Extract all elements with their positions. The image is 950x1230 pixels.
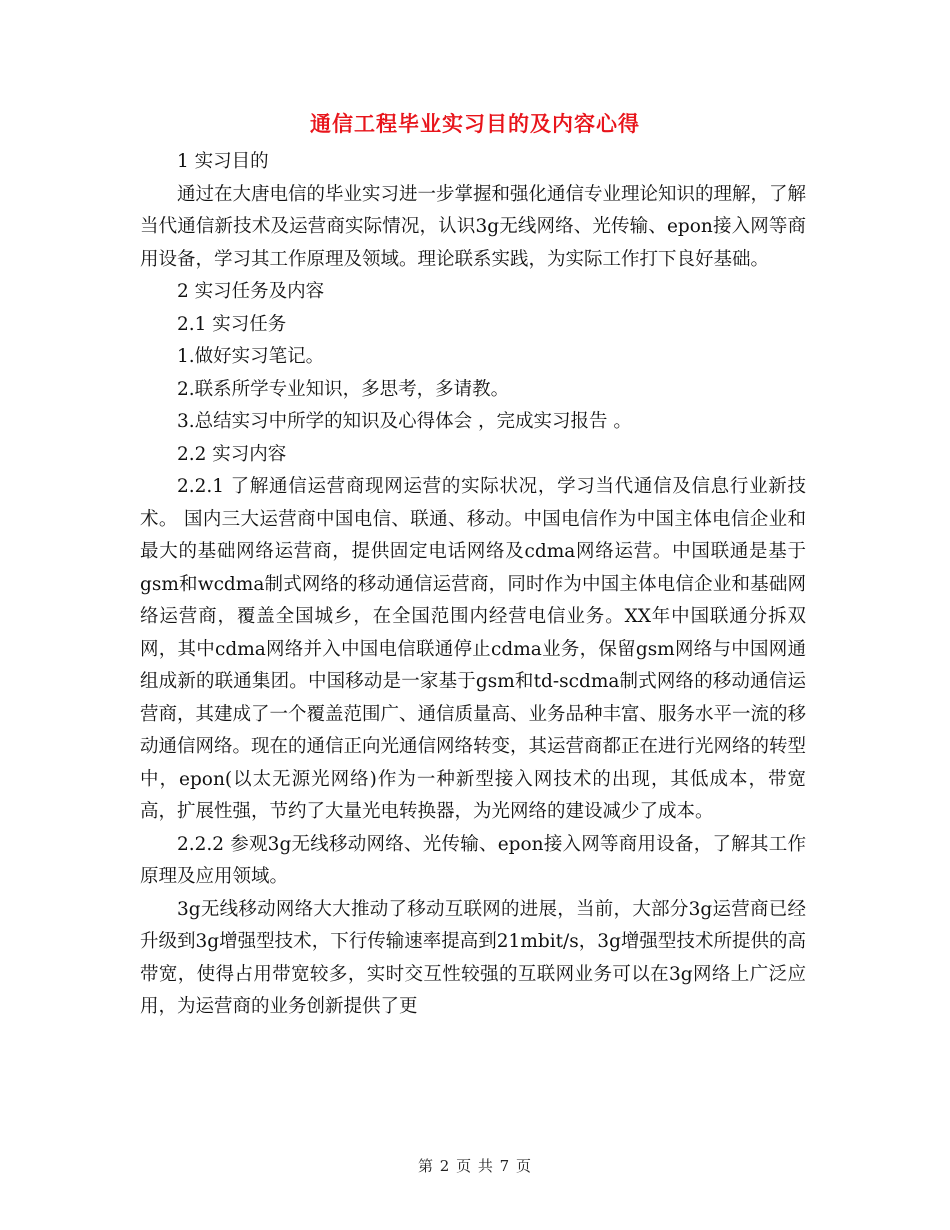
paragraph-2-2-1: 2.2.1 了解通信运营商现网运营的实际状况，学习当代通信及信息行业新技术。 国内三大运营商中国电信、联通、移动。中国电信作为中国主体电信企业和最大的基础网络运营商，提供固定电话网络及cdma网络运营。中国联通是基于gsm和wcdma制式网络的移动通信运营商，同时作为中国主体电信企业和基础网络运营商，覆盖全国城乡，在全国范围内经营电信业务。XX年中国联通分拆双网，其中cdma网络并入中国电信联通停止cdma业务，保留gsm网络与中国网通组成新的联通集团。中国移动是一家基于gsm和td-scdma制式网络的移动通信运营商，其建成了一个覆盖范围广、通信质量高、业务品种丰富、服务水平一流的移动通信网络。现在的通信正向光通信网络转变，其运营商都正在进行光网络的转型中，epon(以太无源光网络)作为一种新型接入网技术的出现，其低成本，带宽高，扩展性强，节约了大量光电转换器，为光网络的建设减少了成本。 <box>140 476 807 822</box>
list-item: 2.联系所学专业知识，多思考，多请教。 <box>177 378 510 400</box>
heading-2: 2 实习任务及内容 <box>177 281 325 302</box>
list-item: 3.总结实习中所学的知识及心得体会 ，完成实习报告 。 <box>177 411 632 432</box>
page-footer: 第 2 页 共 7 页 <box>418 1157 532 1175</box>
heading-1: 1 实习目的 <box>177 151 269 172</box>
paragraph-purpose: 通过在大唐电信的毕业实习进一步掌握和强化通信专业理论知识的理解，了解当代通信新技术及运营商实际情况，认识3g无线网络、光传输、epon接入网等商用设备，学习其工作原理及领域。理论联系实践，为实际工作打下良好基础。 <box>140 183 807 270</box>
list-item: 1.做好实习笔记。 <box>177 346 325 367</box>
paragraph-2-2-2: 2.2.2 参观3g无线移动网络、光传输、epon接入网等商用设备，了解其工作原理及应用领域。 <box>140 833 806 887</box>
paragraph-3g: 3g无线移动网络大大推动了移动互联网的进展，当前，大部分3g运营商已经升级到3g增强型技术，下行传输速率提高到21mbit/s，3g增强型技术所提供的高带宽，使得占用带宽较多，实时交互性较强的互联网业务可以在3g网络上广泛应用，为运营商的业务创新提供了更 <box>140 898 806 1017</box>
document-body <box>140 146 806 1024</box>
document-title: 通信工程毕业实习目的及内容心得 <box>310 111 640 136</box>
heading-2-1: 2.1 实习任务 <box>177 313 287 335</box>
heading-2-2: 2.2 实习内容 <box>177 443 287 465</box>
